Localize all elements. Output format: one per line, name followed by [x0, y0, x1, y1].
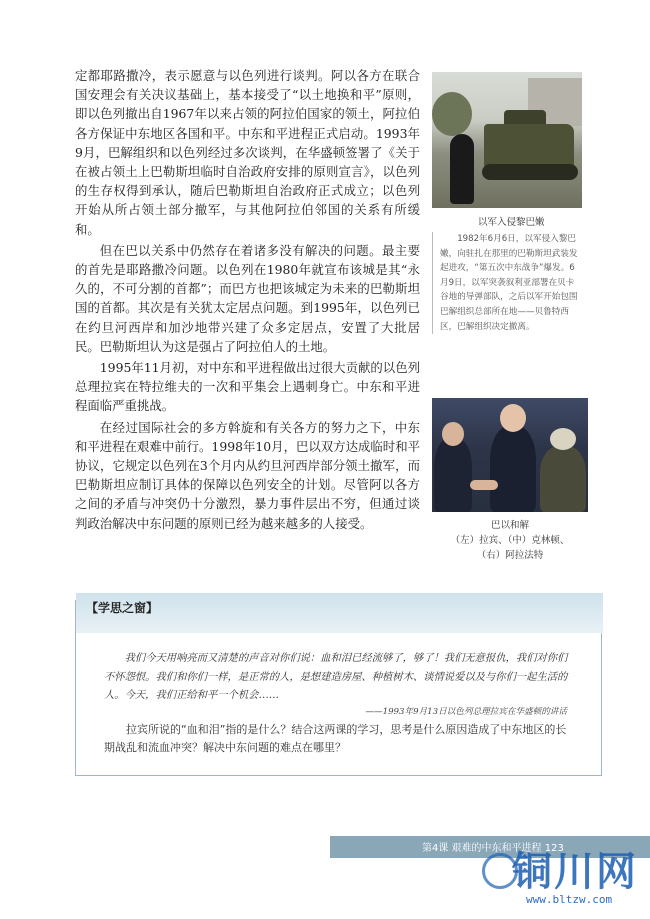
- study-window-title: 【学思之窗】: [86, 601, 159, 615]
- watermark-url: www.bltzw.com: [526, 893, 613, 906]
- sidebar-note-text: 1982年6月6日，以军侵入黎巴嫩，向驻扎在那里的巴勒斯坦武装发起进攻，“第五次中东战争”爆发。6月9日，以军突袭叙利亚部署在贝卡谷地的导弹部队，之后以军开始包围巴解组织总部所在地——贝鲁特西区，巴解组织决定撤离。: [440, 234, 578, 332]
- sidebar-note: [432, 232, 582, 334]
- photo2-caption-line2: （左）拉宾、（中）克林顿、: [450, 535, 570, 546]
- paragraph-4: 在经过国际社会的多方斡旋和有关各方的努力之下，中东和平进程在艰难中前行。1998年10月，巴以双方达成临时和平协议，它规定以色列在3个月内从约旦河西岸部分领土撤军，而巴勒斯坦应制订具体的保障以色列安全的计划。尽管阿以各方之间的矛盾与冲突仍十分激烈，暴力事件层出不穷，但通过谈判政治解决中东问题的原则已经为越来越多的人接受。: [75, 419, 420, 531]
- study-window-box: [75, 600, 602, 776]
- photo1-caption: 以军入侵黎巴嫩: [478, 217, 545, 228]
- photo2-caption-title: 巴以和解: [490, 520, 529, 531]
- handshake-photo: [432, 398, 588, 512]
- footer-text: 第4课 艰难的中东和平进程 123: [422, 843, 564, 854]
- tank-photo: [432, 72, 582, 208]
- watermark-name: 铜川网: [512, 849, 638, 895]
- photo2-caption: [432, 518, 588, 563]
- paragraph-3: 1995年11月初，对中东和平进程做出过很大贡献的以色列总理拉宾在特拉维夫的一次和平集会上遇刺身亡。中东和平进程面临严重挑战。: [75, 360, 420, 414]
- paragraph-1: 定都耶路撒冷，表示愿意与以色列进行谈判。阿以各方在联合国安理会有关决议基础上，基本接受了“以土地换和平”原则，即以色列撤出自1967年以来占领的阿拉伯国家的领土，阿拉伯各方保证中东地区各国和平。中东和平进程正式启动。1993年9月，巴解组织和以色列经过多次谈判，在华盛顿签署了《关于在被占领土上巴勒斯坦临时自治政府安排的原则宣言》，以色列的生存权得到承认，随后巴勒斯坦自治政府正式成立；以色列开始从所占领土部分撤军，与其他阿拉伯邻国的关系有所缓和。: [75, 68, 420, 237]
- paragraph-2: 但在巴以关系中仍然存在着诸多没有解决的问题。最主要的首先是耶路撒冷问题。以色列在1980年就宣布该城是其“永久的，不可分割的首都”；而巴方也把该城定为未来的巴勒斯坦国的首都。其次是有关犹太定居点问题。到1995年，以色列已在约旦河西岸和加沙地带兴建了众多定居点，安置了大批居民。巴勒斯坦认为这是强占了阿拉伯人的土地。: [75, 242, 420, 354]
- discussion-question: 拉宾所说的“血和泪”指的是什么？结合这两课的学习，思考是什么原因造成了中东地区的长期战乱和流血冲突？解决中东问题的难点在哪里？: [104, 723, 567, 754]
- main-text: [75, 66, 420, 533]
- photo2-caption-line3: （右）阿拉法特: [476, 550, 544, 561]
- quote-attribution: ——1993年9月13日以色列总理拉宾在华盛顿的讲话: [365, 707, 567, 717]
- study-window-header: [76, 593, 603, 633]
- rabin-quote: 我们今天用响亮而又清楚的声音对你们说：血和泪已经流够了，够了！我们无意报仇，我们对你们不怀怨恨。我们和你们一样，是正常的人，是想建造房屋、种植树木、谈情说爱以及与你们一起生活的人。今天，我们正给和平一个机会……: [104, 652, 568, 701]
